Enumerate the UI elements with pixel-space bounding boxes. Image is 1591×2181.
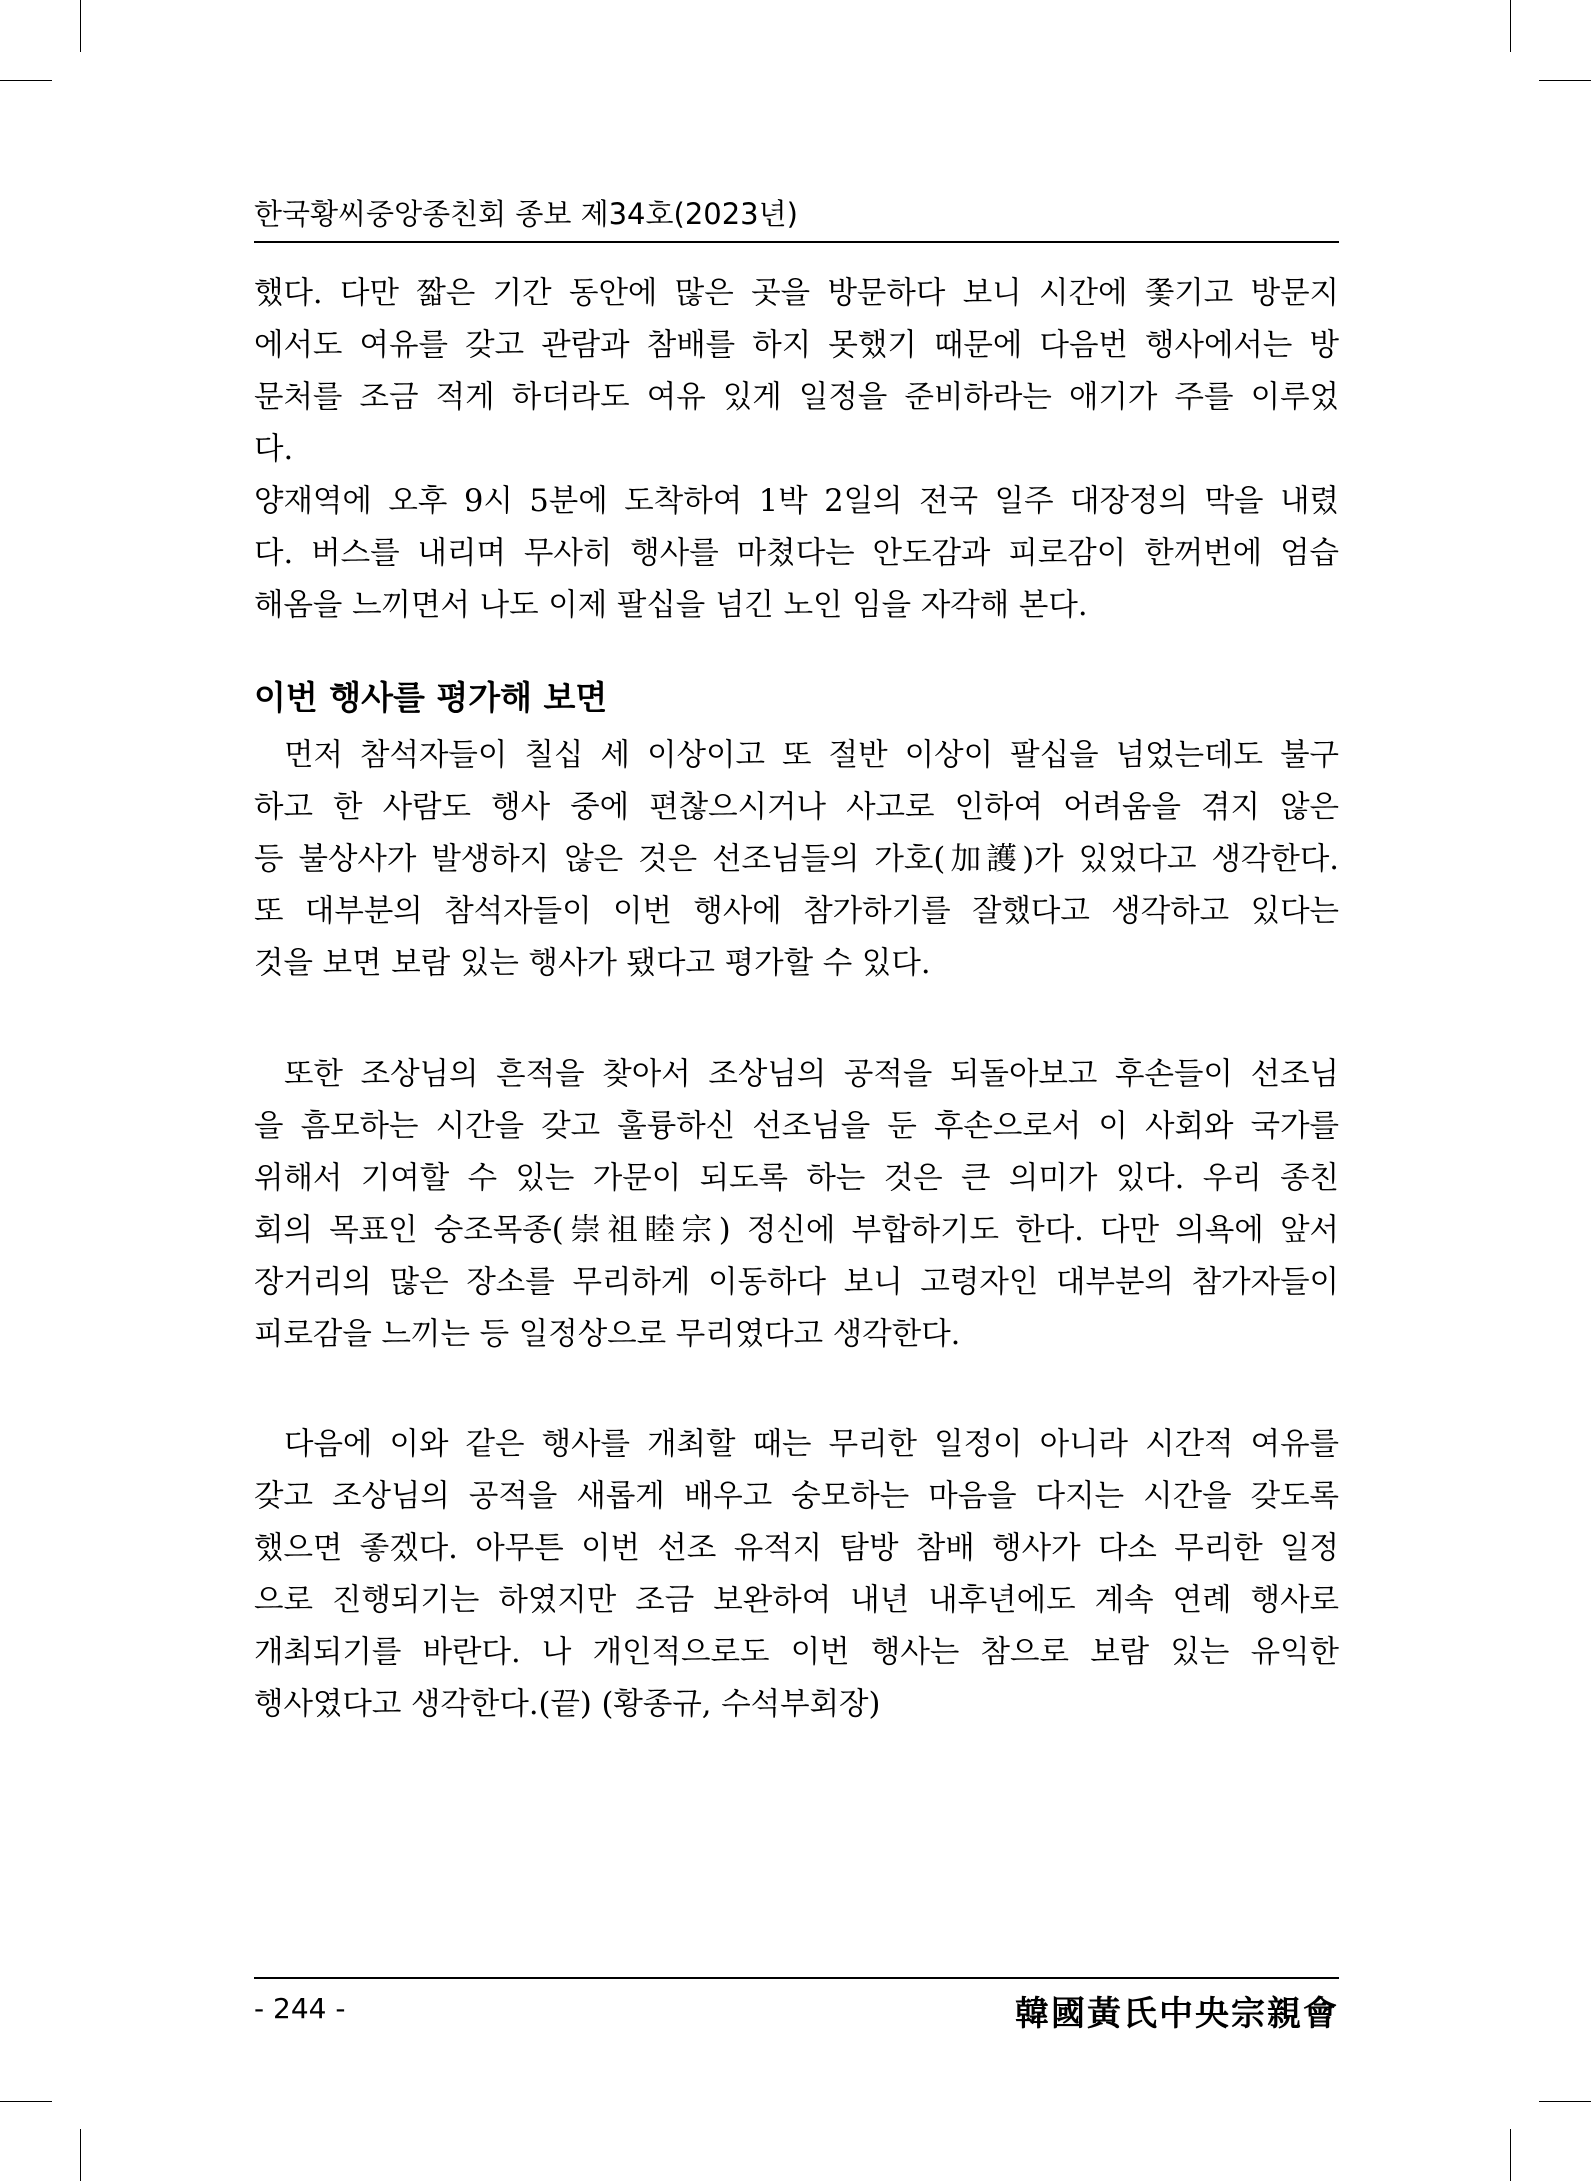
text-line: 장거리의 많은 장소를 무리하게 이동하다 보니 고령자인 대부분의 참가자들이 <box>254 1265 1339 1300</box>
footer-rule <box>254 1977 1339 1979</box>
text-line: 으로 진행되기는 하였지만 조금 보완하여 내년 내후년에도 계속 연례 행사로 <box>254 1583 1339 1618</box>
spacer <box>254 1361 1339 1419</box>
crop-mark <box>80 0 81 52</box>
body-text <box>254 268 1339 1731</box>
crop-mark <box>80 2129 81 2181</box>
text-line: 해옴을 느끼면서 나도 이제 팔십을 넘긴 노인 임을 자각해 본다. <box>254 588 1088 623</box>
text-line: 것을 보면 보람 있는 행사가 됐다고 평가할 수 있다. <box>254 946 931 981</box>
crop-mark <box>0 2101 52 2102</box>
text-line: 또한 조상님의 흔적을 찾아서 조상님의 공적을 되돌아보고 후손들이 선조님 <box>284 1057 1339 1092</box>
page-number: - 244 - <box>254 1992 346 2025</box>
text-line: 등 불상사가 발생하지 않은 것은 선조님들의 가호(加護)가 있었다고 생각한다. <box>254 842 1339 877</box>
text-line: 했다. 다만 짧은 기간 동안에 많은 곳을 방문하다 보니 시간에 쫓기고 방문지 <box>254 276 1339 311</box>
text-line: 하고 한 사람도 행사 중에 편찮으시거나 사고로 인하여 어려움을 겪지 않은 <box>254 790 1339 825</box>
text-line: 다. <box>254 432 294 467</box>
text-line: 문처를 조금 적게 하더라도 여유 있게 일정을 준비하라는 애기가 주를 이루었 <box>254 380 1339 415</box>
text-line: 다음에 이와 같은 행사를 개최할 때는 무리한 일정이 아니라 시간적 여유를 <box>284 1427 1339 1462</box>
paragraph-4 <box>254 1049 1339 1361</box>
text-line: 먼저 참석자들이 칠십 세 이상이고 또 절반 이상이 팔십을 넘었는데도 불구 <box>284 738 1339 773</box>
crop-mark <box>1510 2129 1511 2181</box>
text-line: 회의 목표인 숭조목종(崇祖睦宗) 정신에 부합하기도 한다. 다만 의욕에 앞서 <box>254 1213 1339 1248</box>
crop-mark <box>0 80 52 81</box>
text-line: 양재역에 오후 9시 5분에 도착하여 1박 2일의 전국 일주 대장정의 막을 내렸 <box>254 484 1339 519</box>
text-line: 행사였다고 생각한다.(끝) (황종규, 수석부회장) <box>254 1687 881 1722</box>
crop-mark <box>1539 80 1591 81</box>
text-line: 다. 버스를 내리며 무사히 행사를 마쳤다는 안도감과 피로감이 한꺼번에 엄습 <box>254 536 1339 571</box>
text-line: 에서도 여유를 갖고 관람과 참배를 하지 못했기 때문에 다음번 행사에서는 방 <box>254 328 1339 363</box>
text-line: 또 대부분의 참석자들이 이번 행사에 참가하기를 잘했다고 생각하고 있다는 <box>254 894 1339 929</box>
section-heading: 이번 행사를 평가해 보면 <box>254 678 608 717</box>
text-line: 했으면 좋겠다. 아무튼 이번 선조 유적지 탐방 참배 행사가 다소 무리한 일정 <box>254 1531 1339 1566</box>
text-line: 위해서 기여할 수 있는 가문이 되도록 하는 것은 큰 의미가 있다. 우리 종친 <box>254 1161 1339 1196</box>
text-line: 갖고 조상님의 공적을 새롭게 배우고 숭모하는 마음을 다지는 시간을 갖도록 <box>254 1479 1339 1514</box>
text-line: 을 흠모하는 시간을 갖고 훌륭하신 선조님을 둔 후손으로서 이 사회와 국가를 <box>254 1109 1339 1144</box>
paragraph-1 <box>254 268 1339 476</box>
text-line: 피로감을 느끼는 등 일정상으로 무리였다고 생각한다. <box>254 1317 961 1352</box>
paragraph-2 <box>254 476 1339 632</box>
crop-mark <box>1510 0 1511 52</box>
running-header: 한국황씨중앙종친회 종보 제34호(2023년) <box>254 197 798 231</box>
publisher-name: 韓國黃氏中央宗親會 <box>1015 1994 1339 2034</box>
paragraph-5 <box>254 1419 1339 1731</box>
crop-mark <box>1539 2101 1591 2102</box>
spacer <box>254 990 1339 1049</box>
paragraph-3 <box>254 730 1339 990</box>
header-rule <box>254 241 1339 243</box>
spacer <box>254 632 1339 666</box>
text-line: 개최되기를 바란다. 나 개인적으로도 이번 행사는 참으로 보람 있는 유익한 <box>254 1635 1339 1670</box>
